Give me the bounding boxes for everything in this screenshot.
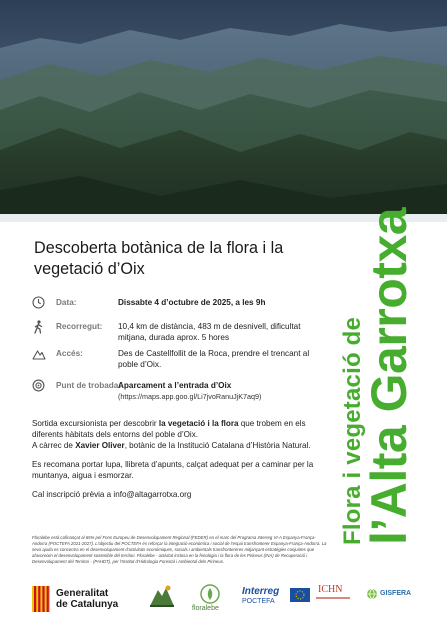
- detail-value: Aparcament a l’entrada d’Oix (https://maps.app.goo.gl/Li7jvoRanuJjK7aq9): [118, 380, 328, 402]
- hero-landscape-photo: [0, 0, 447, 222]
- floralebe-text: floralebe: [192, 605, 219, 612]
- mountain-icon: [32, 347, 46, 361]
- alta-garrotxa-logo: [148, 582, 178, 612]
- hiker-icon: [32, 320, 46, 334]
- detail-label: Recorregut:: [56, 322, 103, 331]
- generalitat-logo: [32, 586, 132, 616]
- vertical-title-line2: l’Alta Garrotxa: [361, 207, 417, 545]
- description-paragraph: Sortida excursionista per descobrir la vegetació i la flora que trobem en els diferents hàbitats dels entorns del poble d’Oix. A càrrec de Xavier Oliver, botànic de la Institució Catalana d’Història Natural.: [32, 419, 311, 450]
- floralebe-logo: [192, 584, 232, 624]
- eu-flag-icon: [290, 588, 310, 602]
- detail-label: Punt de trobada:: [56, 381, 122, 390]
- detail-value: 10,4 km de distància, 483 m de desnivell, dificultat mitjana, durada aprox. 5 hores: [118, 322, 301, 342]
- detail-label: Data:: [56, 298, 77, 307]
- maps-link[interactable]: (https://maps.app.goo.gl/Li7jvoRanuJjK7aq9): [118, 392, 262, 401]
- generalitat-text-1: Generalitat: [56, 588, 109, 599]
- detail-value: Dissabte 4 d’octubre de 2025, a les 9h: [118, 298, 266, 307]
- globe-icon: [366, 588, 378, 600]
- vertical-title: [339, 207, 417, 545]
- interreg-text: Interreg: [242, 586, 280, 597]
- generalitat-emblem-icon: [32, 586, 50, 612]
- clock-icon: [32, 296, 46, 310]
- ichn-text: ICHN: [318, 584, 343, 595]
- recommendation-paragraph: Es recomana portar lupa, llibreta d’apunts, calçat adequat per a caminar per la muntanya, aigua i esmorzar.: [32, 460, 314, 480]
- registration-paragraph: Cal inscripció prèvia a info@altagarrotxa.org: [32, 490, 192, 499]
- event-title: Descoberta botànica de la flora i la vegetació d’Oix: [34, 239, 284, 278]
- poctefa-text: POCTEFA: [242, 598, 275, 605]
- interreg-logo: [242, 586, 290, 616]
- gisfera-text: GISFERA: [380, 590, 412, 597]
- generalitat-text-2: de Catalunya: [56, 599, 119, 610]
- detail-label: Accés:: [56, 349, 83, 358]
- funding-fine-print: Floralebe està cofinançat al 65% pel Fons Europeu de Desenvolupament Regional (FEDER) en el marc del Programa Interreg VI-A Espanya-França-Andorra (POCTEFA 2021-2027). L'objectiu del POCTEFA és reforçar la integració econòmica i social de l'espai transfronterer Espanya-França-Andorra. La seva ajuda es concentra en el desenvolupament d'activitats econòmiques, socials i ambientals transfrontereres mitjançant estratègies conjuntes que afavoreixin el desenvolupament sostenible del territori. Floralebe - activitat inclosa en la fenologia i la flora de les Pirineus (INA) de Recuperació i Desenvolupament del Territori - (PAHDT), per l'Institut d'Hidrologia Forestal i Ambiental dels Pirineus.: [32, 535, 327, 564]
- gisfera-logo: [366, 588, 426, 612]
- event-description: [32, 418, 324, 508]
- logo-bar: [0, 580, 447, 630]
- ichn-logo: [316, 584, 356, 614]
- vertical-title-line1: Flora i vegetació de: [339, 316, 366, 545]
- ichn-subtext-bar: [316, 597, 350, 599]
- detail-value: Des de Castellfollit de la Roca, prendre el trencant al poble d’Oix.: [118, 349, 310, 369]
- target-icon: [32, 379, 46, 393]
